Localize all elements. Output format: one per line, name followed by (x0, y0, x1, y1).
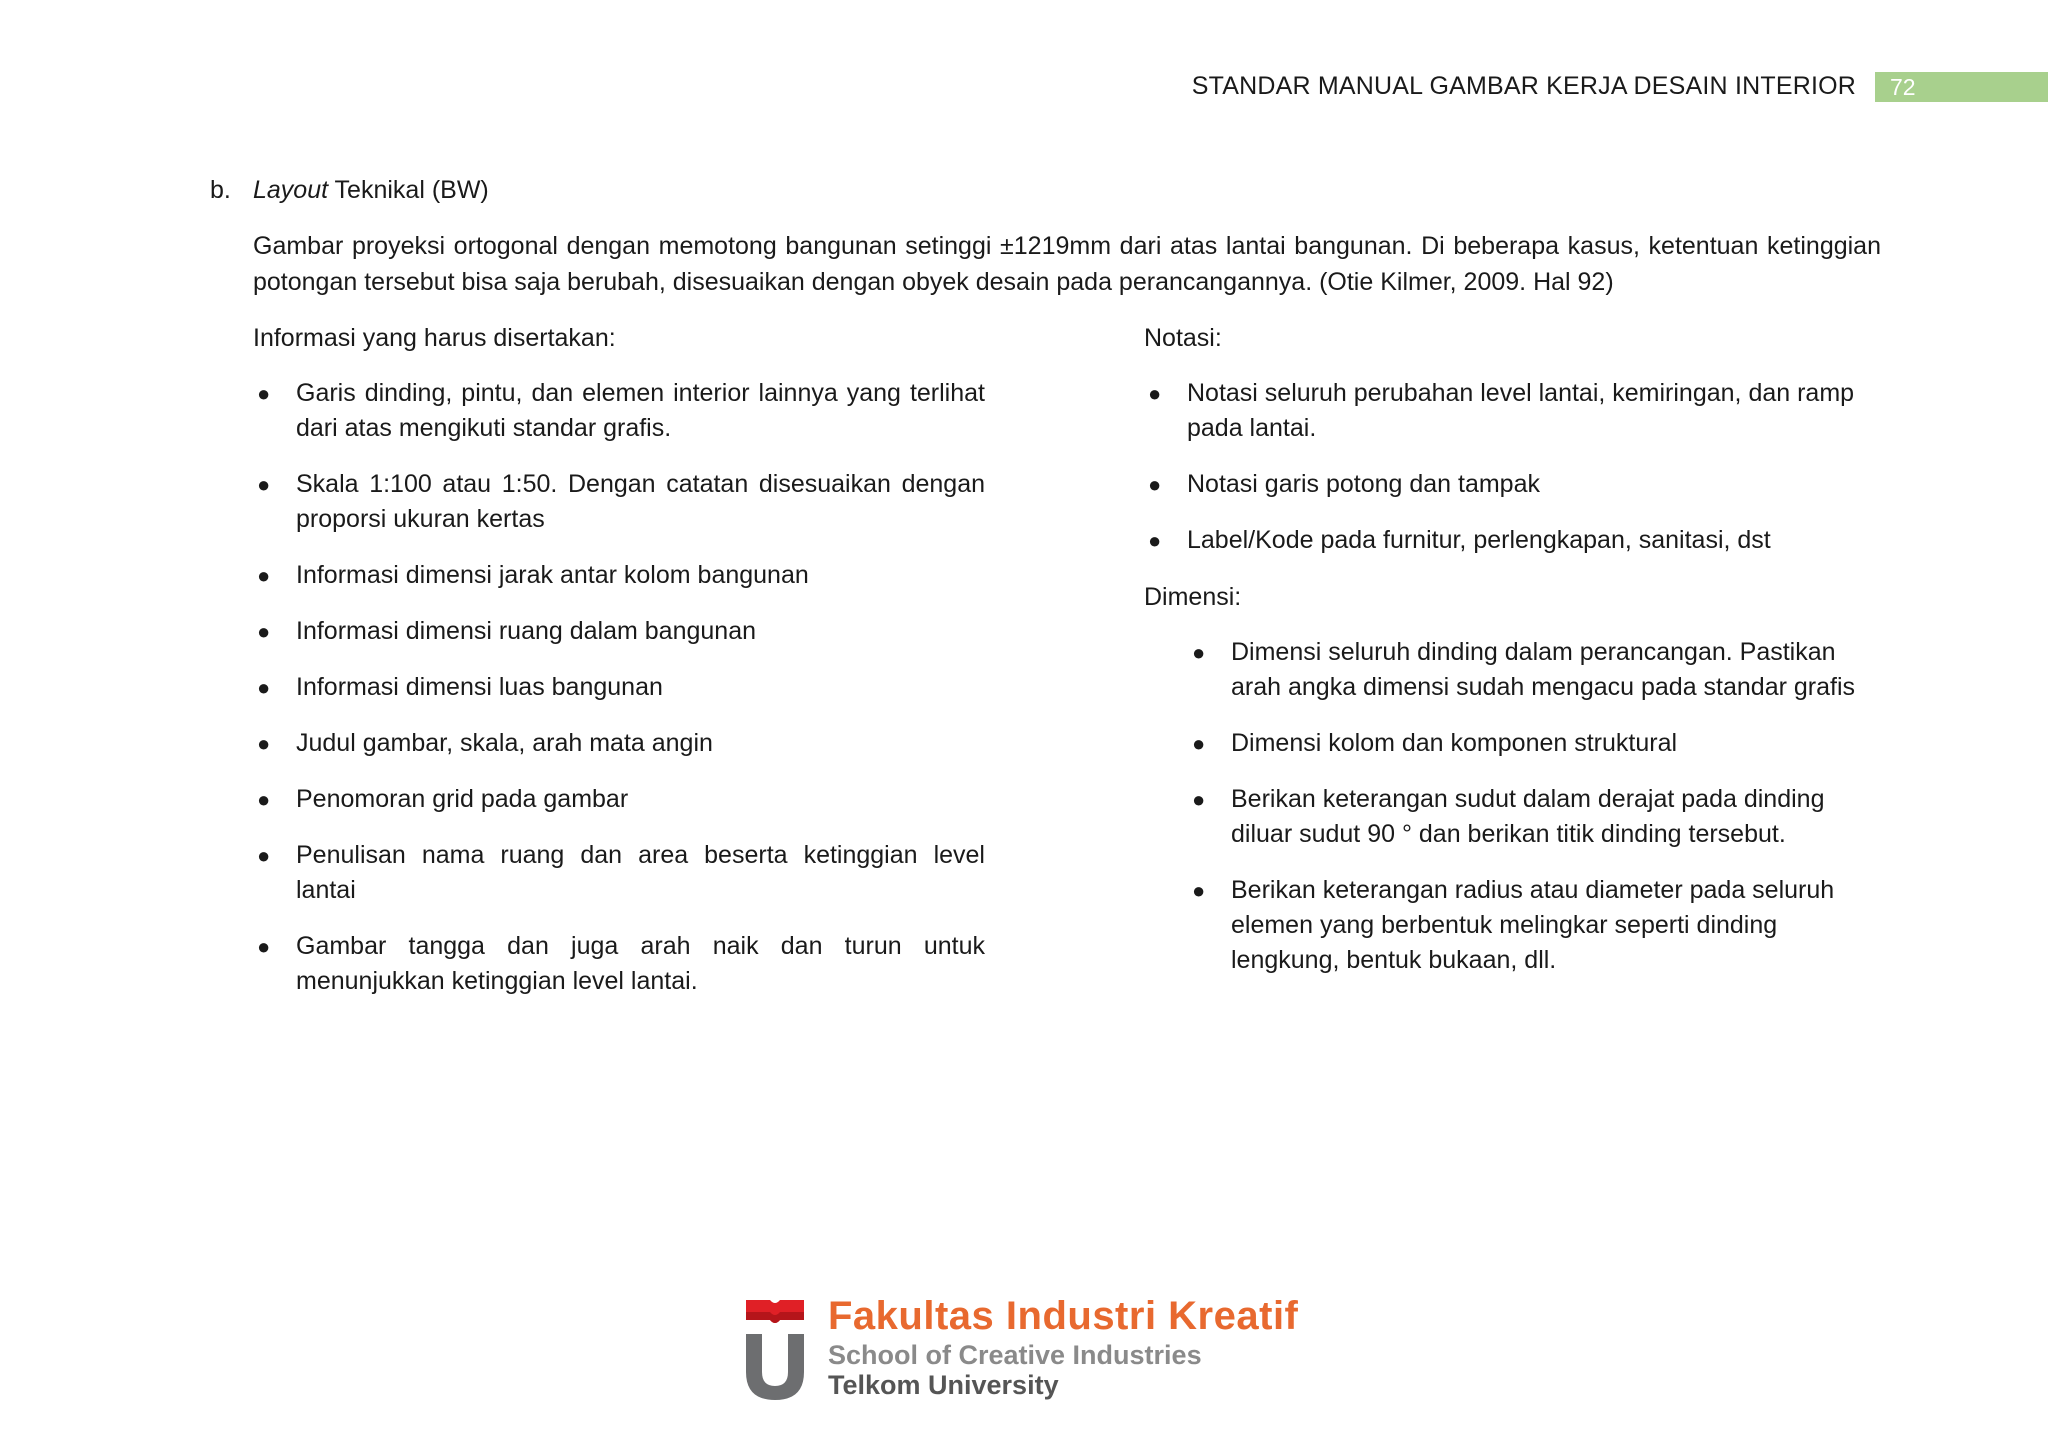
logo-university-name: Telkom University (828, 1370, 1059, 1400)
list-item: ● Informasi dimensi ruang dalam bangunan (253, 614, 985, 649)
bullet-icon: ● (257, 843, 271, 868)
list-item: ● Judul gambar, skala, arah mata angin (253, 726, 985, 761)
left-column-heading: Informasi yang harus disertakan: (253, 324, 616, 352)
bullet-icon: ● (1148, 472, 1162, 497)
notasi-heading: Notasi: (1144, 324, 1222, 352)
section-heading (210, 176, 489, 205)
list-item: ● Informasi dimensi jarak antar kolom bangunan (253, 558, 985, 593)
intro-paragraph: Gambar proyeksi ortogonal dengan memotong bangunan setinggi ±1219mm dari atas lantai bangunan. Di beberapa kasus, ketentuan ketinggian potongan tersebut bisa saja berubah, disesuaikan dengan obyek desain pada perancangannya. (Otie Kilmer, 2009. Hal 92) (253, 232, 1881, 296)
faculty-logo (744, 1294, 1314, 1402)
bullet-icon: ● (1192, 640, 1206, 665)
page-number: 72 (1875, 72, 2048, 102)
list-item: ● Notasi seluruh perubahan level lantai, kemiringan, dan ramp pada lantai. (1144, 376, 1884, 446)
bullet-icon: ● (257, 731, 271, 756)
left-column (253, 320, 985, 1020)
bullet-icon: ● (1148, 381, 1162, 406)
bullet-icon: ● (257, 675, 271, 700)
bullet-icon: ● (257, 472, 271, 497)
bullet-icon: ● (1192, 878, 1206, 903)
telkom-logo-icon (744, 1298, 806, 1402)
list-item: ● Informasi dimensi luas bangunan (253, 670, 985, 705)
bullet-icon: ● (257, 619, 271, 644)
list-item: ● Gambar tangga dan juga arah naik dan turun untuk menunjukkan ketinggian level lantai. (253, 929, 985, 999)
list-item: ● Berikan keterangan radius atau diameter pada seluruh elemen yang berbentuk melingkar seperti dinding lengkung, bentuk bukaan, dll. (1188, 873, 1884, 978)
dimensi-list (1188, 635, 1884, 978)
list-item: ● Penulisan nama ruang dan area beserta ketinggian level lantai (253, 838, 985, 908)
bullet-icon: ● (257, 381, 271, 406)
bullet-icon: ● (257, 934, 271, 959)
bullet-icon: ● (257, 563, 271, 588)
list-item: ● Label/Kode pada furnitur, perlengkapan, sanitasi, dst (1144, 523, 1884, 558)
logo-faculty-name: Fakultas Industri Kreatif (828, 1294, 1299, 1338)
list-item: ● Penomoran grid pada gambar (253, 782, 985, 817)
bullet-icon: ● (1192, 787, 1206, 812)
right-column (1144, 320, 1884, 999)
bullet-icon: ● (1192, 731, 1206, 756)
notasi-list (1144, 376, 1884, 558)
list-item: ● Skala 1:100 atau 1:50. Dengan catatan disesuaikan dengan proporsi ukuran kertas (253, 467, 985, 537)
section-title-italic: Layout (253, 176, 329, 204)
info-list (253, 376, 985, 999)
list-item: ● Dimensi seluruh dinding dalam perancangan. Pastikan arah angka dimensi sudah mengacu pada standar grafis (1188, 635, 1884, 705)
list-item: ● Notasi garis potong dan tampak (1144, 467, 1884, 502)
logo-school-name: School of Creative Industries (828, 1340, 1202, 1370)
bullet-icon: ● (1148, 528, 1162, 553)
list-item: ● Berikan keterangan sudut dalam derajat pada dinding diluar sudut 90 ° dan berikan titik dinding tersebut. (1188, 782, 1884, 852)
header-title: STANDAR MANUAL GAMBAR KERJA DESAIN INTERIOR (1191, 72, 1856, 100)
section-marker: b. (210, 176, 231, 204)
list-item: ● Dimensi kolom dan komponen struktural (1188, 726, 1884, 761)
section-title-rest: Teknikal (BW) (328, 176, 489, 204)
bullet-icon: ● (257, 787, 271, 812)
dimensi-heading: Dimensi: (1144, 583, 1242, 611)
list-item: ● Garis dinding, pintu, dan elemen interior lainnya yang terlihat dari atas mengikuti standar grafis. (253, 376, 985, 446)
